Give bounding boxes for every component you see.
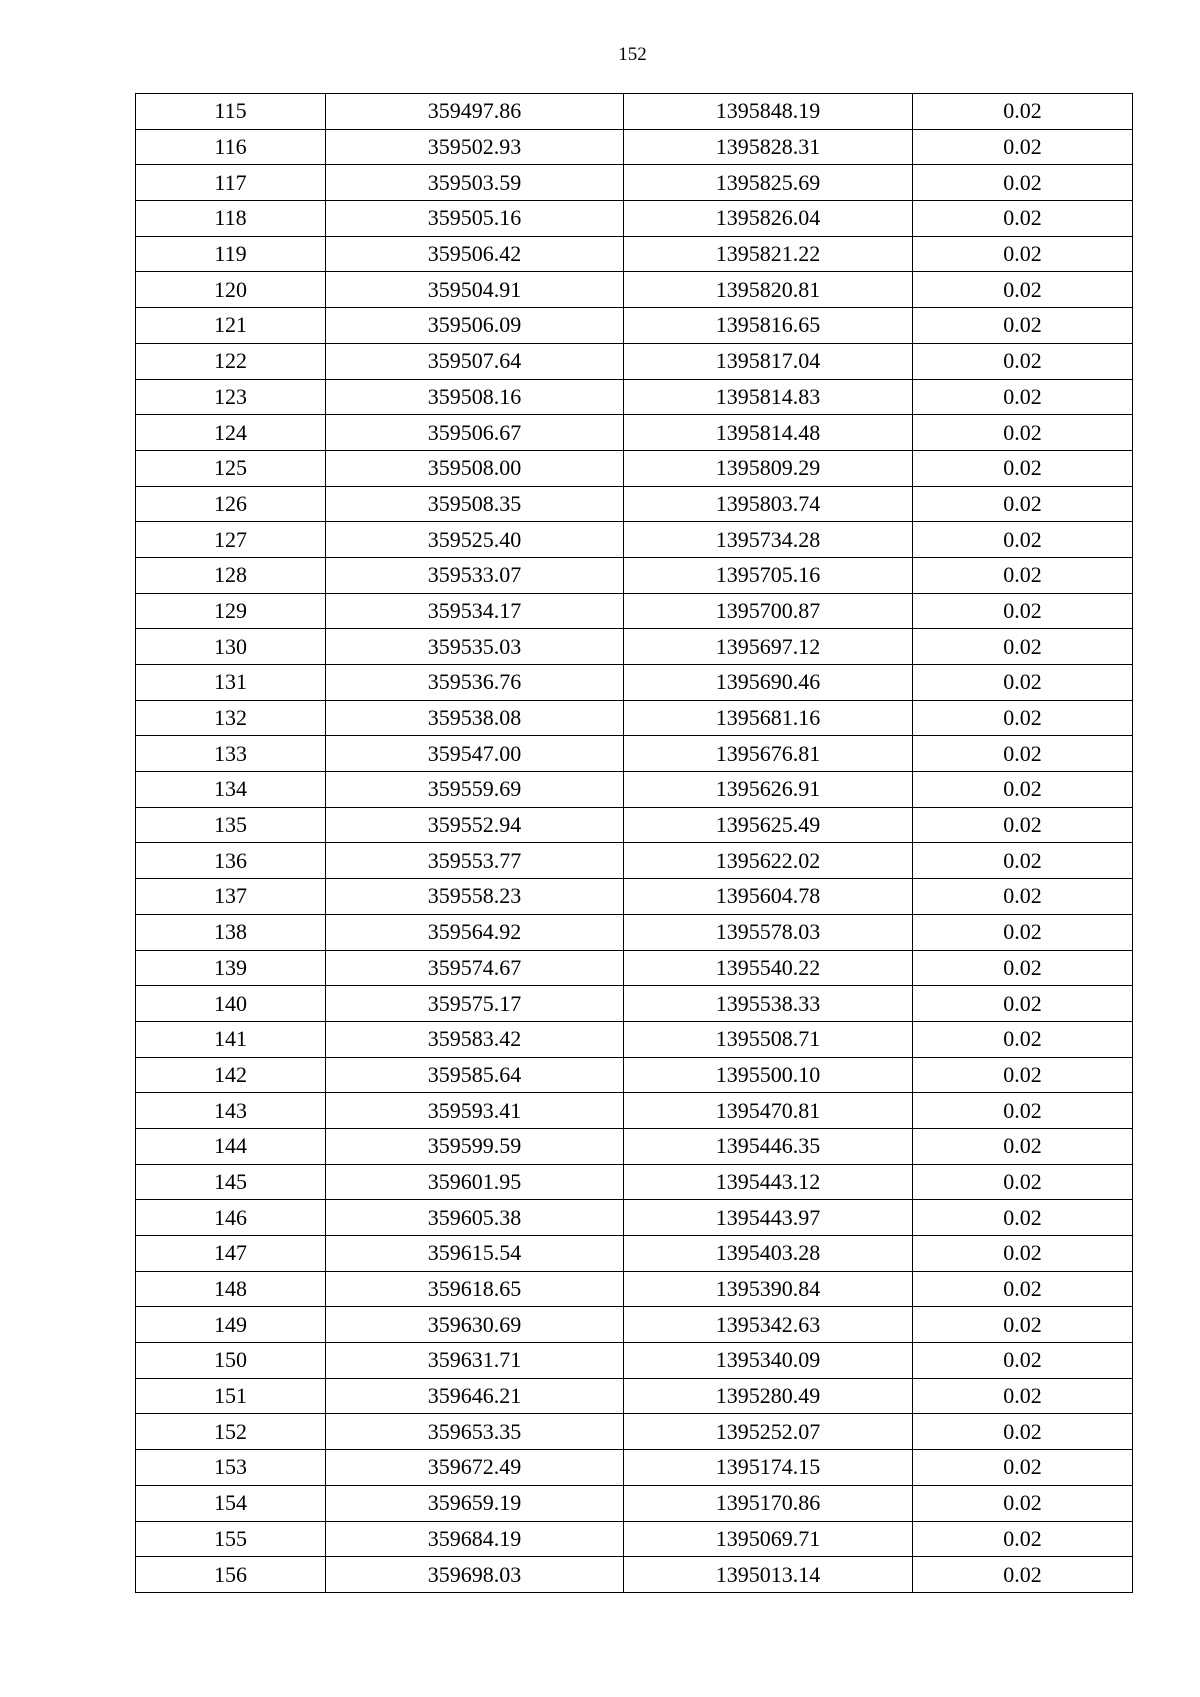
error-cell: 0.02 <box>913 236 1133 272</box>
x-coordinate-cell: 359564.92 <box>326 914 624 950</box>
y-coordinate-cell: 1395848.19 <box>624 94 913 130</box>
x-coordinate-cell: 359497.86 <box>326 94 624 130</box>
y-coordinate-cell: 1395814.48 <box>624 415 913 451</box>
error-cell: 0.02 <box>913 843 1133 879</box>
y-coordinate-cell: 1395828.31 <box>624 129 913 165</box>
x-coordinate-cell: 359506.42 <box>326 236 624 272</box>
table-row <box>136 129 1133 165</box>
x-coordinate-cell: 359559.69 <box>326 772 624 808</box>
x-coordinate-cell: 359684.19 <box>326 1521 624 1557</box>
point-number-cell: 154 <box>136 1485 326 1521</box>
error-cell: 0.02 <box>913 1343 1133 1379</box>
y-coordinate-cell: 1395342.63 <box>624 1307 913 1343</box>
point-number-cell: 116 <box>136 129 326 165</box>
error-cell: 0.02 <box>913 986 1133 1022</box>
point-number-cell: 150 <box>136 1343 326 1379</box>
point-number-cell: 136 <box>136 843 326 879</box>
table-row <box>136 1093 1133 1129</box>
error-cell: 0.02 <box>913 1093 1133 1129</box>
table-row <box>136 415 1133 451</box>
error-cell: 0.02 <box>913 1521 1133 1557</box>
point-number-cell: 131 <box>136 665 326 701</box>
y-coordinate-cell: 1395403.28 <box>624 1236 913 1272</box>
point-number-cell: 133 <box>136 736 326 772</box>
y-coordinate-cell: 1395814.83 <box>624 379 913 415</box>
y-coordinate-cell: 1395446.35 <box>624 1128 913 1164</box>
table-row <box>136 1307 1133 1343</box>
y-coordinate-cell: 1395013.14 <box>624 1557 913 1593</box>
y-coordinate-cell: 1395809.29 <box>624 450 913 486</box>
table-row <box>136 1236 1133 1272</box>
error-cell: 0.02 <box>913 1021 1133 1057</box>
x-coordinate-cell: 359653.35 <box>326 1414 624 1450</box>
y-coordinate-cell: 1395443.12 <box>624 1164 913 1200</box>
point-number-cell: 144 <box>136 1128 326 1164</box>
point-number-cell: 145 <box>136 1164 326 1200</box>
error-cell: 0.02 <box>913 522 1133 558</box>
point-number-cell: 125 <box>136 450 326 486</box>
x-coordinate-cell: 359659.19 <box>326 1485 624 1521</box>
table-row <box>136 986 1133 1022</box>
x-coordinate-cell: 359525.40 <box>326 522 624 558</box>
point-number-cell: 151 <box>136 1378 326 1414</box>
x-coordinate-cell: 359536.76 <box>326 665 624 701</box>
point-number-cell: 122 <box>136 343 326 379</box>
error-cell: 0.02 <box>913 879 1133 915</box>
x-coordinate-cell: 359508.16 <box>326 379 624 415</box>
point-number-cell: 121 <box>136 308 326 344</box>
y-coordinate-cell: 1395340.09 <box>624 1343 913 1379</box>
x-coordinate-cell: 359507.64 <box>326 343 624 379</box>
x-coordinate-cell: 359547.00 <box>326 736 624 772</box>
error-cell: 0.02 <box>913 1414 1133 1450</box>
y-coordinate-cell: 1395803.74 <box>624 486 913 522</box>
error-cell: 0.02 <box>913 1450 1133 1486</box>
x-coordinate-cell: 359601.95 <box>326 1164 624 1200</box>
table-row <box>136 343 1133 379</box>
y-coordinate-cell: 1395697.12 <box>624 629 913 665</box>
y-coordinate-cell: 1395470.81 <box>624 1093 913 1129</box>
x-coordinate-cell: 359646.21 <box>326 1378 624 1414</box>
x-coordinate-cell: 359599.59 <box>326 1128 624 1164</box>
point-number-cell: 137 <box>136 879 326 915</box>
error-cell: 0.02 <box>913 1128 1133 1164</box>
error-cell: 0.02 <box>913 950 1133 986</box>
y-coordinate-cell: 1395826.04 <box>624 201 913 237</box>
table-row <box>136 236 1133 272</box>
x-coordinate-cell: 359534.17 <box>326 593 624 629</box>
table-row <box>136 1200 1133 1236</box>
page-number: 152 <box>618 44 647 65</box>
error-cell: 0.02 <box>913 1164 1133 1200</box>
table-row <box>136 914 1133 950</box>
x-coordinate-cell: 359630.69 <box>326 1307 624 1343</box>
point-number-cell: 153 <box>136 1450 326 1486</box>
point-number-cell: 148 <box>136 1271 326 1307</box>
y-coordinate-cell: 1395817.04 <box>624 343 913 379</box>
y-coordinate-cell: 1395069.71 <box>624 1521 913 1557</box>
point-number-cell: 138 <box>136 914 326 950</box>
point-number-cell: 152 <box>136 1414 326 1450</box>
x-coordinate-cell: 359583.42 <box>326 1021 624 1057</box>
x-coordinate-cell: 359553.77 <box>326 843 624 879</box>
x-coordinate-cell: 359503.59 <box>326 165 624 201</box>
error-cell: 0.02 <box>913 343 1133 379</box>
table-row <box>136 94 1133 130</box>
point-number-cell: 119 <box>136 236 326 272</box>
x-coordinate-cell: 359585.64 <box>326 1057 624 1093</box>
error-cell: 0.02 <box>913 1236 1133 1272</box>
y-coordinate-cell: 1395676.81 <box>624 736 913 772</box>
y-coordinate-cell: 1395508.71 <box>624 1021 913 1057</box>
y-coordinate-cell: 1395816.65 <box>624 308 913 344</box>
x-coordinate-cell: 359631.71 <box>326 1343 624 1379</box>
x-coordinate-cell: 359575.17 <box>326 986 624 1022</box>
table-row <box>136 450 1133 486</box>
error-cell: 0.02 <box>913 308 1133 344</box>
table-row <box>136 308 1133 344</box>
error-cell: 0.02 <box>913 629 1133 665</box>
point-number-cell: 115 <box>136 94 326 130</box>
error-cell: 0.02 <box>913 1271 1133 1307</box>
x-coordinate-cell: 359506.67 <box>326 415 624 451</box>
x-coordinate-cell: 359558.23 <box>326 879 624 915</box>
table-row <box>136 772 1133 808</box>
point-number-cell: 130 <box>136 629 326 665</box>
y-coordinate-cell: 1395443.97 <box>624 1200 913 1236</box>
table-row <box>136 557 1133 593</box>
point-number-cell: 126 <box>136 486 326 522</box>
error-cell: 0.02 <box>913 1557 1133 1593</box>
error-cell: 0.02 <box>913 1200 1133 1236</box>
y-coordinate-cell: 1395622.02 <box>624 843 913 879</box>
point-number-cell: 124 <box>136 415 326 451</box>
y-coordinate-cell: 1395681.16 <box>624 700 913 736</box>
y-coordinate-cell: 1395825.69 <box>624 165 913 201</box>
x-coordinate-cell: 359502.93 <box>326 129 624 165</box>
error-cell: 0.02 <box>913 807 1133 843</box>
table-row <box>136 950 1133 986</box>
y-coordinate-cell: 1395820.81 <box>624 272 913 308</box>
error-cell: 0.02 <box>913 772 1133 808</box>
point-number-cell: 146 <box>136 1200 326 1236</box>
x-coordinate-cell: 359505.16 <box>326 201 624 237</box>
table-row <box>136 379 1133 415</box>
error-cell: 0.02 <box>913 129 1133 165</box>
table-row <box>136 629 1133 665</box>
point-number-cell: 149 <box>136 1307 326 1343</box>
table-row <box>136 1271 1133 1307</box>
table-row <box>136 879 1133 915</box>
table-row <box>136 736 1133 772</box>
table-row <box>136 700 1133 736</box>
table-row <box>136 665 1133 701</box>
point-number-cell: 120 <box>136 272 326 308</box>
point-number-cell: 117 <box>136 165 326 201</box>
table-row <box>136 1057 1133 1093</box>
table-row <box>136 1414 1133 1450</box>
error-cell: 0.02 <box>913 1485 1133 1521</box>
error-cell: 0.02 <box>913 557 1133 593</box>
point-number-cell: 156 <box>136 1557 326 1593</box>
x-coordinate-cell: 359504.91 <box>326 272 624 308</box>
x-coordinate-cell: 359615.54 <box>326 1236 624 1272</box>
table-row <box>136 1450 1133 1486</box>
point-number-cell: 139 <box>136 950 326 986</box>
point-number-cell: 143 <box>136 1093 326 1129</box>
point-number-cell: 134 <box>136 772 326 808</box>
table-row <box>136 1485 1133 1521</box>
x-coordinate-cell: 359672.49 <box>326 1450 624 1486</box>
point-number-cell: 118 <box>136 201 326 237</box>
y-coordinate-cell: 1395578.03 <box>624 914 913 950</box>
x-coordinate-cell: 359508.00 <box>326 450 624 486</box>
y-coordinate-cell: 1395625.49 <box>624 807 913 843</box>
error-cell: 0.02 <box>913 450 1133 486</box>
error-cell: 0.02 <box>913 1057 1133 1093</box>
table-body <box>136 94 1133 1593</box>
point-number-cell: 135 <box>136 807 326 843</box>
y-coordinate-cell: 1395690.46 <box>624 665 913 701</box>
table-row <box>136 522 1133 558</box>
table-row <box>136 1343 1133 1379</box>
x-coordinate-cell: 359533.07 <box>326 557 624 593</box>
table-row <box>136 1521 1133 1557</box>
error-cell: 0.02 <box>913 593 1133 629</box>
error-cell: 0.02 <box>913 94 1133 130</box>
coordinates-table <box>135 93 1133 1593</box>
point-number-cell: 123 <box>136 379 326 415</box>
table-row <box>136 593 1133 629</box>
point-number-cell: 129 <box>136 593 326 629</box>
x-coordinate-cell: 359552.94 <box>326 807 624 843</box>
point-number-cell: 141 <box>136 1021 326 1057</box>
y-coordinate-cell: 1395538.33 <box>624 986 913 1022</box>
table-row <box>136 843 1133 879</box>
error-cell: 0.02 <box>913 700 1133 736</box>
y-coordinate-cell: 1395280.49 <box>624 1378 913 1414</box>
table-row <box>136 1164 1133 1200</box>
y-coordinate-cell: 1395390.84 <box>624 1271 913 1307</box>
table-row <box>136 807 1133 843</box>
error-cell: 0.02 <box>913 1378 1133 1414</box>
y-coordinate-cell: 1395821.22 <box>624 236 913 272</box>
error-cell: 0.02 <box>913 379 1133 415</box>
x-coordinate-cell: 359535.03 <box>326 629 624 665</box>
x-coordinate-cell: 359574.67 <box>326 950 624 986</box>
y-coordinate-cell: 1395174.15 <box>624 1450 913 1486</box>
y-coordinate-cell: 1395500.10 <box>624 1057 913 1093</box>
point-number-cell: 128 <box>136 557 326 593</box>
error-cell: 0.02 <box>913 201 1133 237</box>
error-cell: 0.02 <box>913 736 1133 772</box>
y-coordinate-cell: 1395734.28 <box>624 522 913 558</box>
point-number-cell: 140 <box>136 986 326 1022</box>
table-row <box>136 1128 1133 1164</box>
x-coordinate-cell: 359593.41 <box>326 1093 624 1129</box>
y-coordinate-cell: 1395170.86 <box>624 1485 913 1521</box>
error-cell: 0.02 <box>913 914 1133 950</box>
point-number-cell: 155 <box>136 1521 326 1557</box>
y-coordinate-cell: 1395540.22 <box>624 950 913 986</box>
error-cell: 0.02 <box>913 165 1133 201</box>
error-cell: 0.02 <box>913 486 1133 522</box>
error-cell: 0.02 <box>913 272 1133 308</box>
error-cell: 0.02 <box>913 1307 1133 1343</box>
point-number-cell: 147 <box>136 1236 326 1272</box>
x-coordinate-cell: 359538.08 <box>326 700 624 736</box>
table-row <box>136 201 1133 237</box>
x-coordinate-cell: 359506.09 <box>326 308 624 344</box>
point-number-cell: 132 <box>136 700 326 736</box>
table-row <box>136 1378 1133 1414</box>
y-coordinate-cell: 1395705.16 <box>624 557 913 593</box>
table-row <box>136 165 1133 201</box>
x-coordinate-cell: 359605.38 <box>326 1200 624 1236</box>
x-coordinate-cell: 359508.35 <box>326 486 624 522</box>
y-coordinate-cell: 1395626.91 <box>624 772 913 808</box>
table-row <box>136 486 1133 522</box>
point-number-cell: 142 <box>136 1057 326 1093</box>
table-row <box>136 272 1133 308</box>
x-coordinate-cell: 359618.65 <box>326 1271 624 1307</box>
table-row <box>136 1021 1133 1057</box>
table-row <box>136 1557 1133 1593</box>
y-coordinate-cell: 1395700.87 <box>624 593 913 629</box>
error-cell: 0.02 <box>913 415 1133 451</box>
y-coordinate-cell: 1395604.78 <box>624 879 913 915</box>
x-coordinate-cell: 359698.03 <box>326 1557 624 1593</box>
error-cell: 0.02 <box>913 665 1133 701</box>
point-number-cell: 127 <box>136 522 326 558</box>
y-coordinate-cell: 1395252.07 <box>624 1414 913 1450</box>
